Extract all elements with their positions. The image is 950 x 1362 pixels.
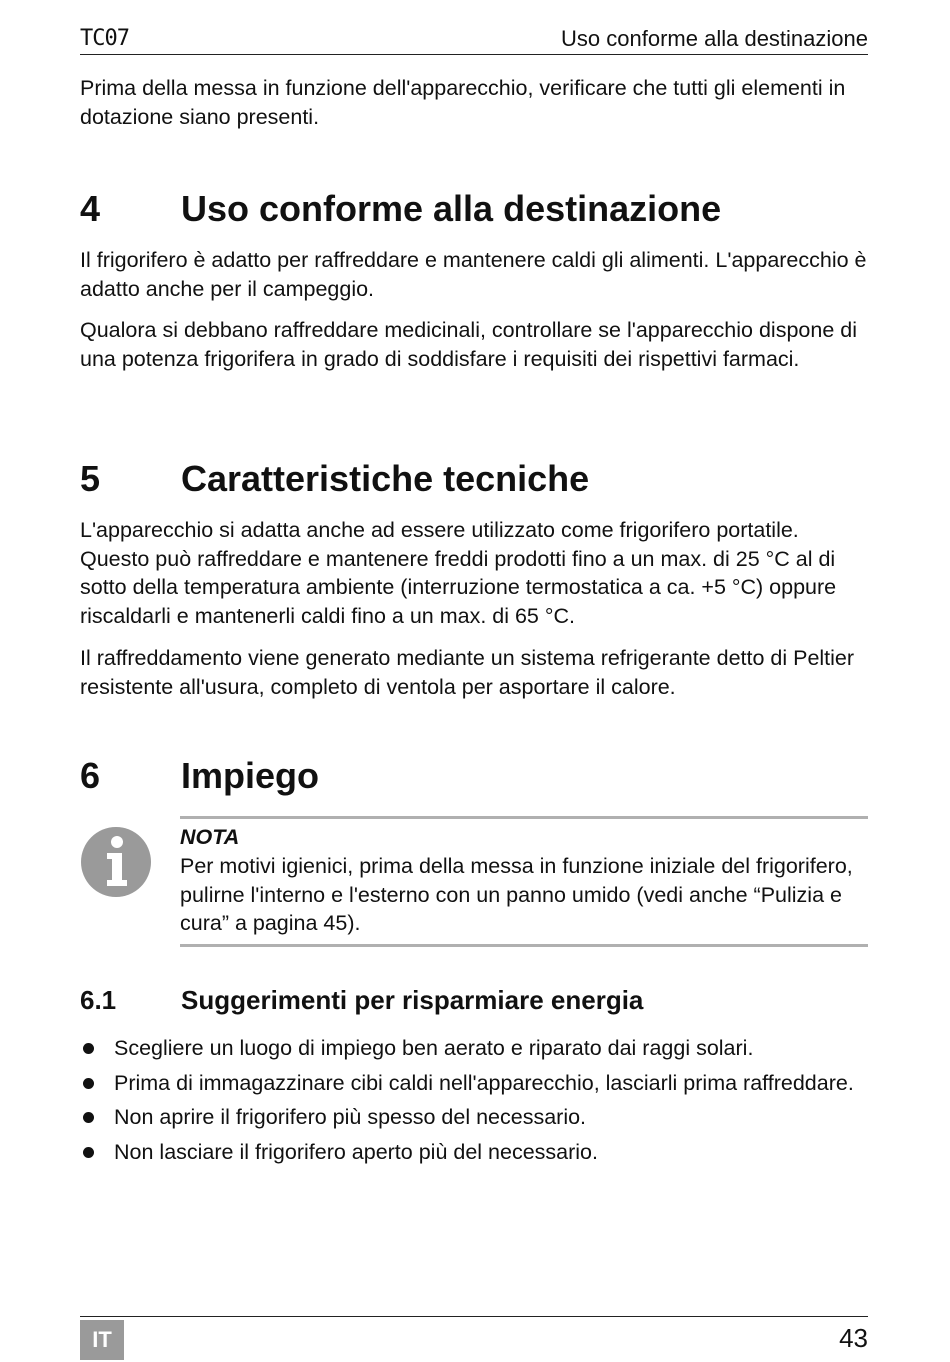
intro-paragraph: Prima della messa in funzione dell'apparecchio, verificare che tutti gli elementi in dotazione siano presenti.: [80, 76, 846, 129]
section-number: 5: [80, 458, 101, 499]
bullet-dot-icon: [83, 1147, 94, 1158]
language-badge: IT: [80, 1320, 124, 1360]
list-item: [80, 1103, 868, 1132]
section-4-heading: [80, 188, 868, 230]
list-item-text: Prima di immagazzinare cibi caldi nell'apparecchio, lasciarli prima raffreddare.: [114, 1070, 854, 1095]
page-number: 43: [839, 1323, 868, 1353]
section-number: 4: [80, 188, 101, 229]
bullet-dot-icon: [83, 1112, 94, 1123]
section-5-paragraph-1: L'apparecchio si adatta anche ad essere utilizzato come frigorifero portatile. Questo può raffreddare e mantenere freddi prodotti fino a un max. di 25 °C al di sotto della temperatura ambiente (interruzione termostatica a ca. +5 °C) oppure riscaldarli e mantenerli caldi fino a un max. di 65 °C.: [80, 518, 837, 628]
section-5-heading: [80, 458, 868, 500]
list-item-text: Non lasciare il frigorifero aperto più del necessario.: [114, 1139, 598, 1164]
section-4-paragraph-2: Qualora si debbano raffreddare medicinali, controllare se l'apparecchio dispone di una potenza frigorifera in grado di soddisfare i requisiti dei rispettivi farmaci.: [80, 318, 857, 371]
section-5-paragraph-2: Il raffreddamento viene generato mediante un sistema refrigerante detto di Peltier resistente all'usura, completo di ventola per asportare il calore.: [80, 646, 855, 699]
subsection-number: 6.1: [80, 985, 117, 1015]
section-title: Caratteristiche tecniche: [181, 458, 590, 499]
energy-tips-list: [80, 1034, 868, 1172]
bullet-dot-icon: [83, 1043, 94, 1054]
section-6-heading: [80, 755, 868, 797]
note-title: NOTA: [180, 825, 240, 849]
list-item: [80, 1069, 868, 1098]
section-title: Uso conforme alla destinazione: [181, 188, 722, 229]
section-4-paragraph-1: Il frigorifero è adatto per raffreddare e mantenere caldi gli alimenti. L'apparecchio è adatto anche per il campeggio.: [80, 248, 867, 301]
section-number: 6: [80, 755, 101, 796]
section-title: Impiego: [181, 755, 320, 796]
list-item: [80, 1138, 868, 1167]
list-item: [80, 1034, 868, 1063]
info-icon: [80, 826, 152, 898]
model-name: TC07: [80, 26, 129, 51]
page-header: [80, 24, 868, 55]
note-box: [180, 816, 868, 947]
note-text: Per motivi igienici, prima della messa in funzione iniziale del frigorifero, pulirne l'interno e l'esterno con un panno umido (vedi anche “Pulizia e cura” a pagina 45).: [180, 854, 853, 935]
bullet-dot-icon: [83, 1078, 94, 1089]
list-item-text: Scegliere un luogo di impiego ben aerato e riparato dai raggi solari.: [114, 1036, 754, 1060]
list-item-text: Non aprire il frigorifero più spesso del necessario.: [114, 1105, 587, 1129]
subsection-title: Suggerimenti per risparmiare energia: [181, 985, 644, 1015]
page-footer: [80, 1316, 868, 1361]
subsection-6-1-heading: [80, 985, 868, 1016]
running-chapter-title: Uso conforme alla destinazione: [561, 26, 868, 51]
